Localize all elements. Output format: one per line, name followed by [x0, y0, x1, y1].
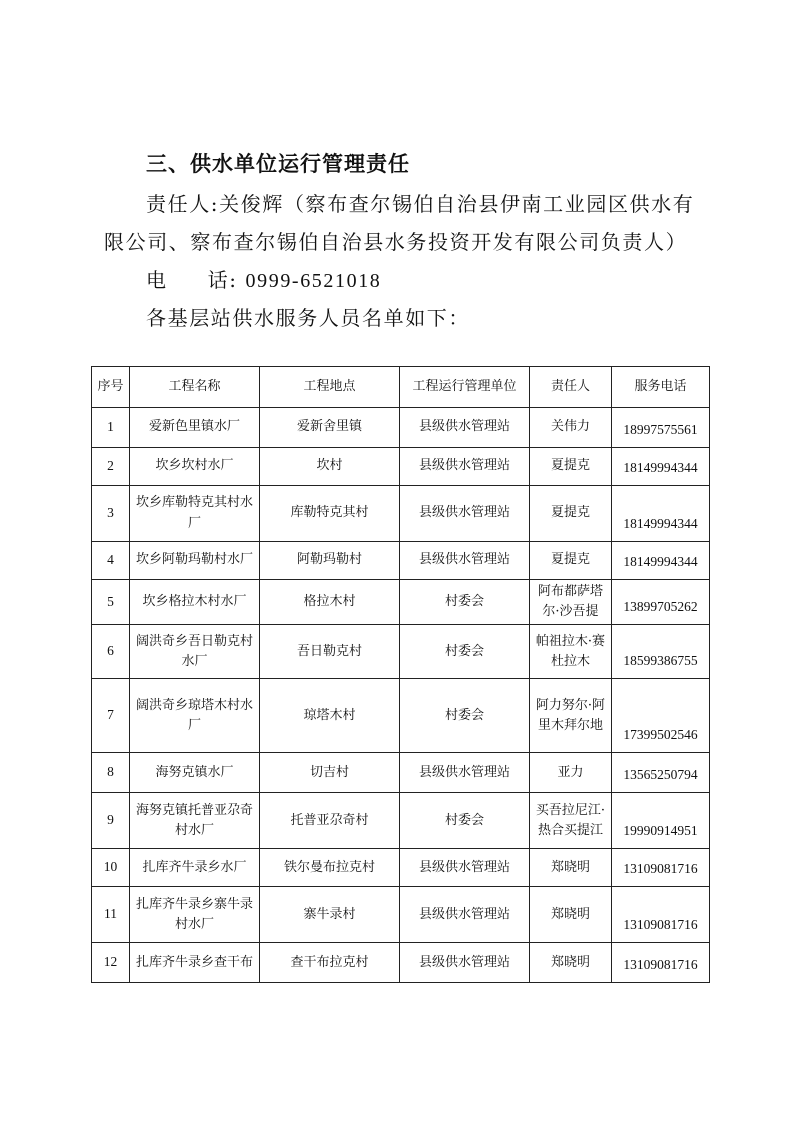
cell-name: 坎乡格拉木村水厂 [130, 580, 260, 625]
cell-unit: 县级供水管理站 [400, 753, 530, 793]
cell-name: 坎乡库勒特克其村水厂 [130, 486, 260, 542]
cell-no: 11 [92, 887, 130, 943]
cell-person: 阿布都萨塔尔·沙吾提 [530, 580, 612, 625]
table-row [92, 486, 710, 542]
cell-unit: 县级供水管理站 [400, 486, 530, 542]
table-row [92, 580, 710, 625]
cell-location: 托普亚尕奇村 [260, 793, 400, 849]
cell-phone: 18149994344 [612, 448, 710, 486]
phone-line [146, 264, 381, 293]
cell-name: 坎乡阿勒玛勒村水厂 [130, 542, 260, 580]
cell-no: 1 [92, 408, 130, 448]
staff-table [91, 366, 710, 983]
cell-phone: 13899705262 [612, 580, 710, 625]
cell-person: 关伟力 [530, 408, 612, 448]
cell-unit: 村委会 [400, 679, 530, 753]
table-row [92, 448, 710, 486]
cell-no: 2 [92, 448, 130, 486]
cell-no: 5 [92, 580, 130, 625]
cell-phone: 18997575561 [612, 408, 710, 448]
phone-value: 0999-6521018 [245, 270, 382, 292]
cell-name: 扎库齐牛录乡水厂 [130, 849, 260, 887]
cell-unit: 县级供水管理站 [400, 849, 530, 887]
cell-name: 阔洪奇乡琼塔木村水厂 [130, 679, 260, 753]
table-row [92, 408, 710, 448]
table-row [92, 753, 710, 793]
cell-person: 夏提克 [530, 448, 612, 486]
cell-phone: 18599386755 [612, 625, 710, 679]
header-person: 责任人 [530, 367, 612, 408]
cell-no: 10 [92, 849, 130, 887]
cell-location: 寨牛录村 [260, 887, 400, 943]
header-name: 工程名称 [130, 367, 260, 408]
cell-phone: 17399502546 [612, 679, 710, 753]
cell-location: 切吉村 [260, 753, 400, 793]
cell-phone: 19990914951 [612, 793, 710, 849]
cell-location: 琼塔木村 [260, 679, 400, 753]
cell-location: 阿勒玛勒村 [260, 542, 400, 580]
cell-phone: 18149994344 [612, 542, 710, 580]
responsible-line-2: 限公司、察布查尔锡伯自治县水务投资开发有限公司负责人） [104, 230, 688, 254]
cell-name: 阔洪奇乡吾日勒克村水厂 [130, 625, 260, 679]
header-no: 序号 [92, 367, 130, 408]
phone-label-b: 话: [207, 268, 238, 292]
cell-name: 坎乡坎村水厂 [130, 448, 260, 486]
cell-no: 3 [92, 486, 130, 542]
cell-unit: 县级供水管理站 [400, 448, 530, 486]
cell-no: 6 [92, 625, 130, 679]
table-row [92, 793, 710, 849]
cell-name: 海努克镇水厂 [130, 753, 260, 793]
cell-name: 爱新色里镇水厂 [130, 408, 260, 448]
cell-name: 扎库齐牛录乡查干布 [130, 943, 260, 983]
cell-person: 郑晓明 [530, 887, 612, 943]
cell-location: 格拉木村 [260, 580, 400, 625]
cell-name: 扎库齐牛录乡寨牛录村水厂 [130, 887, 260, 943]
list-intro: 各基层站供水服务人员名单如下： [146, 306, 470, 330]
cell-unit: 县级供水管理站 [400, 408, 530, 448]
cell-location: 查干布拉克村 [260, 943, 400, 983]
cell-person: 夏提克 [530, 486, 612, 542]
cell-location: 爱新舍里镇 [260, 408, 400, 448]
cell-person: 买吾拉尼江·热合买提江 [530, 793, 612, 849]
cell-location: 库勒特克其村 [260, 486, 400, 542]
phone-label-a: 电 [146, 268, 168, 292]
cell-no: 7 [92, 679, 130, 753]
cell-unit: 村委会 [400, 625, 530, 679]
cell-no: 12 [92, 943, 130, 983]
cell-no: 8 [92, 753, 130, 793]
section-heading: 三、供水单位运行管理责任 [146, 151, 410, 176]
table-row [92, 625, 710, 679]
table-header-row [92, 367, 710, 408]
cell-name: 海努克镇托普亚尕奇村水厂 [130, 793, 260, 849]
cell-phone: 13109081716 [612, 849, 710, 887]
responsible-line-1: 责任人:关俊辉（察布查尔锡伯自治县伊南工业园区供水有 [146, 192, 695, 216]
cell-location: 铁尔曼布拉克村 [260, 849, 400, 887]
cell-unit: 县级供水管理站 [400, 542, 530, 580]
cell-person: 阿力努尔·阿里木拜尔地 [530, 679, 612, 753]
cell-phone: 13565250794 [612, 753, 710, 793]
cell-phone: 13109081716 [612, 943, 710, 983]
header-unit: 工程运行管理单位 [400, 367, 530, 408]
cell-person: 郑晓明 [530, 849, 612, 887]
cell-no: 4 [92, 542, 130, 580]
cell-person: 亚力 [530, 753, 612, 793]
table-row [92, 849, 710, 887]
cell-person: 夏提克 [530, 542, 612, 580]
cell-person: 帕祖拉木·赛杜拉木 [530, 625, 612, 679]
cell-unit: 村委会 [400, 793, 530, 849]
table-row [92, 542, 710, 580]
table-row [92, 943, 710, 983]
cell-no: 9 [92, 793, 130, 849]
cell-location: 吾日勒克村 [260, 625, 400, 679]
cell-phone: 13109081716 [612, 887, 710, 943]
header-phone: 服务电话 [612, 367, 710, 408]
cell-unit: 县级供水管理站 [400, 887, 530, 943]
table-row [92, 679, 710, 753]
cell-unit: 县级供水管理站 [400, 943, 530, 983]
cell-unit: 村委会 [400, 580, 530, 625]
cell-phone: 18149994344 [612, 486, 710, 542]
header-location: 工程地点 [260, 367, 400, 408]
cell-person: 郑晓明 [530, 943, 612, 983]
table-row [92, 887, 710, 943]
cell-location: 坎村 [260, 448, 400, 486]
